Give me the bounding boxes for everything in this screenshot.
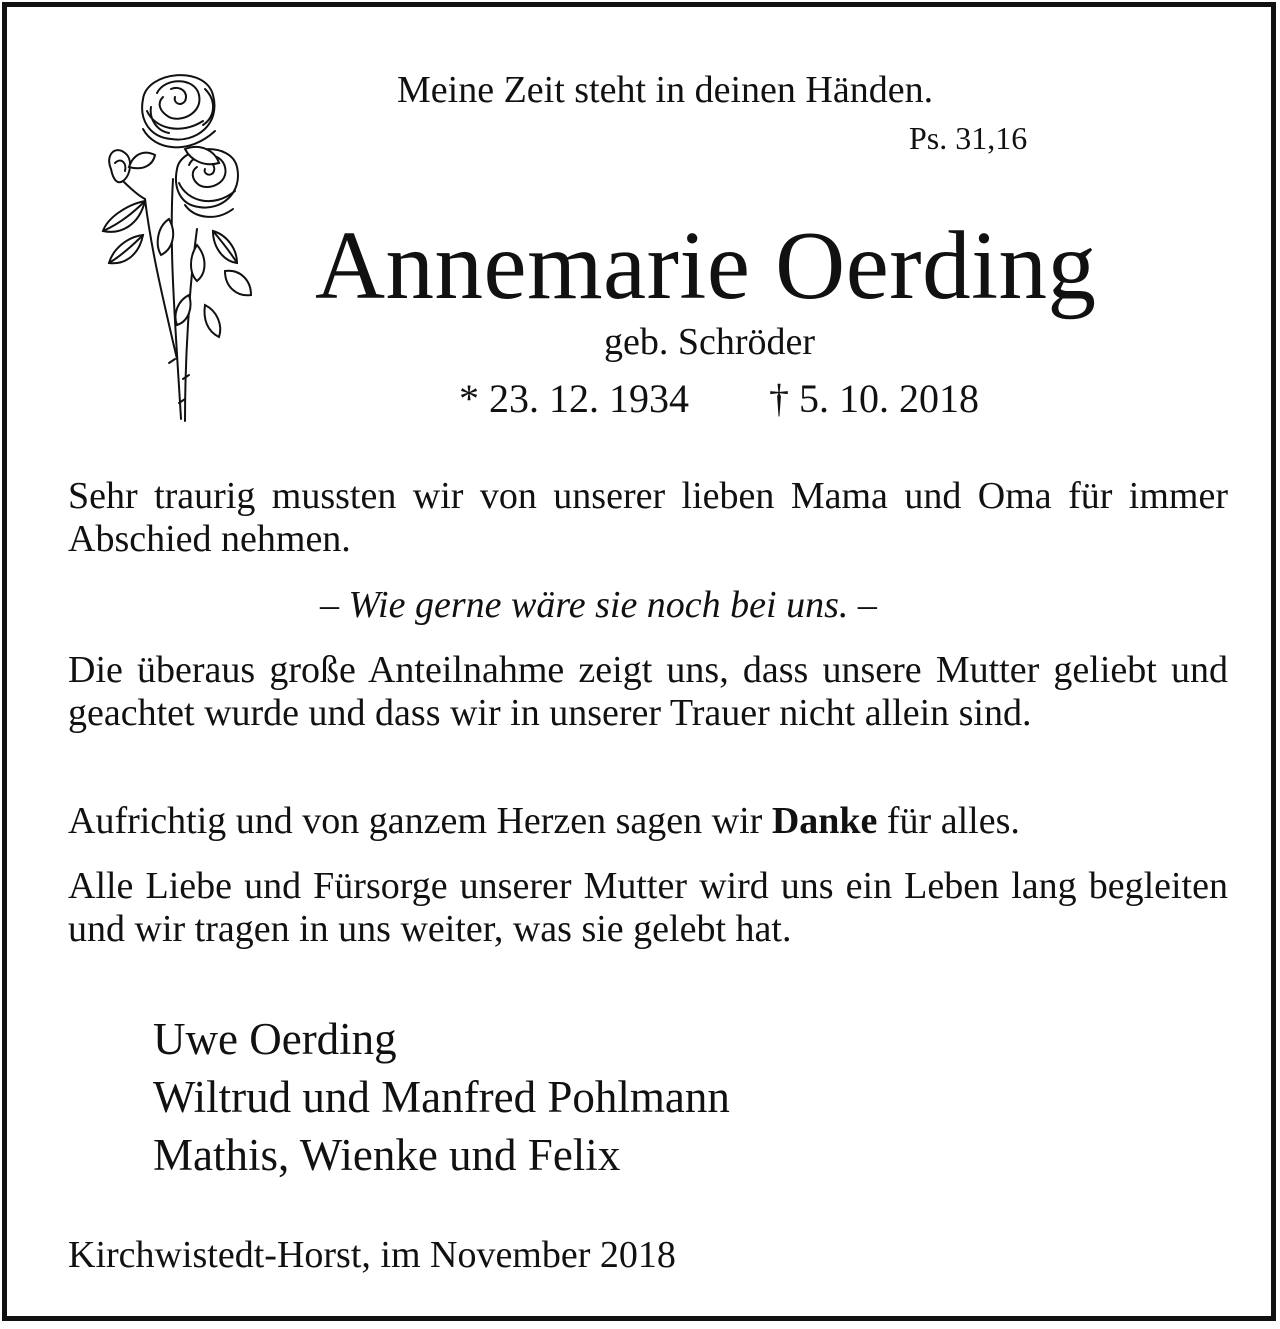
paragraph-thanks [68, 800, 1228, 843]
deceased-name: Annemarie Oerding [315, 212, 1097, 319]
place-date: Kirchwistedt-Horst, im November 2018 [68, 1234, 676, 1276]
paragraph-sympathy: Die überaus große Anteilnahme zeigt uns, dass unsere Mutter geliebt und geachtet wurde und dass wir in unserer Trauer nicht allein sind. [68, 649, 1228, 734]
maiden-name: geb. Schröder [604, 321, 816, 363]
thanks-text-before: Aufrichtig und von ganzem Herzen sagen wir [68, 800, 772, 842]
signature-line: Uwe Oerding [153, 1014, 397, 1064]
paragraph-farewell: Sehr traurig mussten wir von unserer lieben Mama und Oma für immer Abschied nehmen. [68, 475, 1228, 560]
thanks-word: Danke [771, 800, 878, 842]
death-date: † 5. 10. 2018 [769, 376, 979, 421]
signature-line: Wiltrud und Manfred Pohlmann [153, 1072, 730, 1122]
bible-verse: Ps. 31,16 [909, 120, 1028, 156]
motto: Meine Zeit steht in deinen Händen. [397, 69, 934, 111]
signature-line: Mathis, Wienke und Felix [153, 1130, 621, 1180]
thanks-text-after: für alles. [877, 800, 1020, 842]
birth-date: * 23. 12. 1934 [459, 376, 689, 421]
obituary-frame [2, 2, 1276, 1321]
rose-icon [85, 59, 265, 431]
paragraph-memory: Alle Liebe und Fürsorge unserer Mutter wird uns ein Leben lang begleiten und wir tragen in uns weiter, was sie gelebt hat. [68, 865, 1228, 950]
signatures [153, 1010, 730, 1184]
quote: – Wie gerne wäre sie noch bei uns. – [320, 584, 877, 626]
